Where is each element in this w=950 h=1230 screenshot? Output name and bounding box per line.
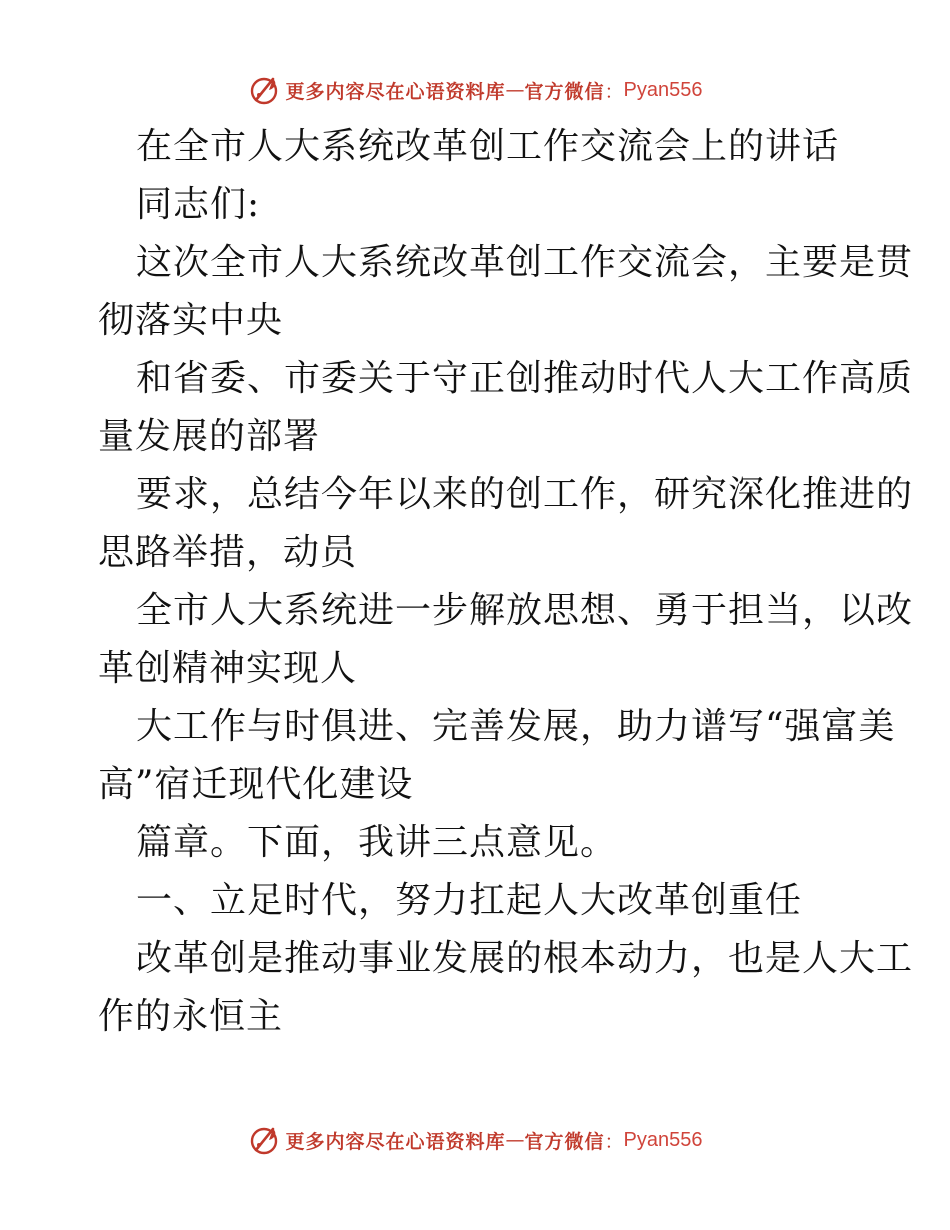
document-title: 在全市人大系统改革创工作交流会上的讲话: [136, 126, 840, 167]
banner-colon: ：: [604, 80, 624, 103]
banner-brand: 更多内容尽在心语资料库: [285, 1130, 506, 1153]
banner-wechat-label: 官方微信: [524, 1130, 605, 1153]
document-body: [98, 118, 914, 1046]
section-heading: 一、立足时代，努力扛起人大改革创重任: [136, 880, 803, 921]
paragraph-line: 大工作与时俱进、完善发展，助力谱写“强富美: [136, 706, 896, 747]
paragraph-line: 作的永恒主: [98, 996, 284, 1037]
paragraph-line: 这次全市人大系统改革创工作交流会，主要是贯: [136, 242, 914, 283]
banner-dash: —: [505, 79, 525, 101]
header-banner: [0, 70, 950, 110]
banner-wechat-id: Pyan556: [623, 1128, 703, 1151]
salutation: 同志们:: [136, 184, 261, 225]
quill-logo-icon: [247, 1123, 281, 1157]
quill-logo-icon: [247, 73, 281, 107]
paragraph-line: 量发展的部署: [98, 416, 321, 457]
paragraph-line: 全市人大系统进一步解放思想、勇于担当，以改: [136, 590, 914, 631]
footer-banner: [0, 1120, 950, 1160]
paragraph-line: 和省委、市委关于守正创推动时代人大工作高质: [136, 358, 914, 399]
paragraph-line: 篇章。下面，我讲三点意见。: [136, 822, 618, 863]
paragraph-line: 思路举措，动员: [98, 532, 358, 573]
paragraph-line: 高”宿迁现代化建设: [98, 764, 414, 805]
paragraph-line: 革创精神实现人: [98, 648, 358, 689]
banner-dash: —: [505, 1129, 525, 1151]
paragraph-line: 要求，总结今年以来的创工作，研究深化推进的: [136, 474, 914, 515]
banner-wechat-label: 官方微信: [524, 80, 605, 103]
paragraph-line: 彻落实中央: [98, 300, 284, 341]
banner-brand: 更多内容尽在心语资料库: [285, 80, 506, 103]
banner-colon: ：: [604, 1130, 624, 1153]
banner-wechat-id: Pyan556: [623, 78, 703, 101]
paragraph-line: 改革创是推动事业发展的根本动力，也是人大工: [136, 938, 914, 979]
